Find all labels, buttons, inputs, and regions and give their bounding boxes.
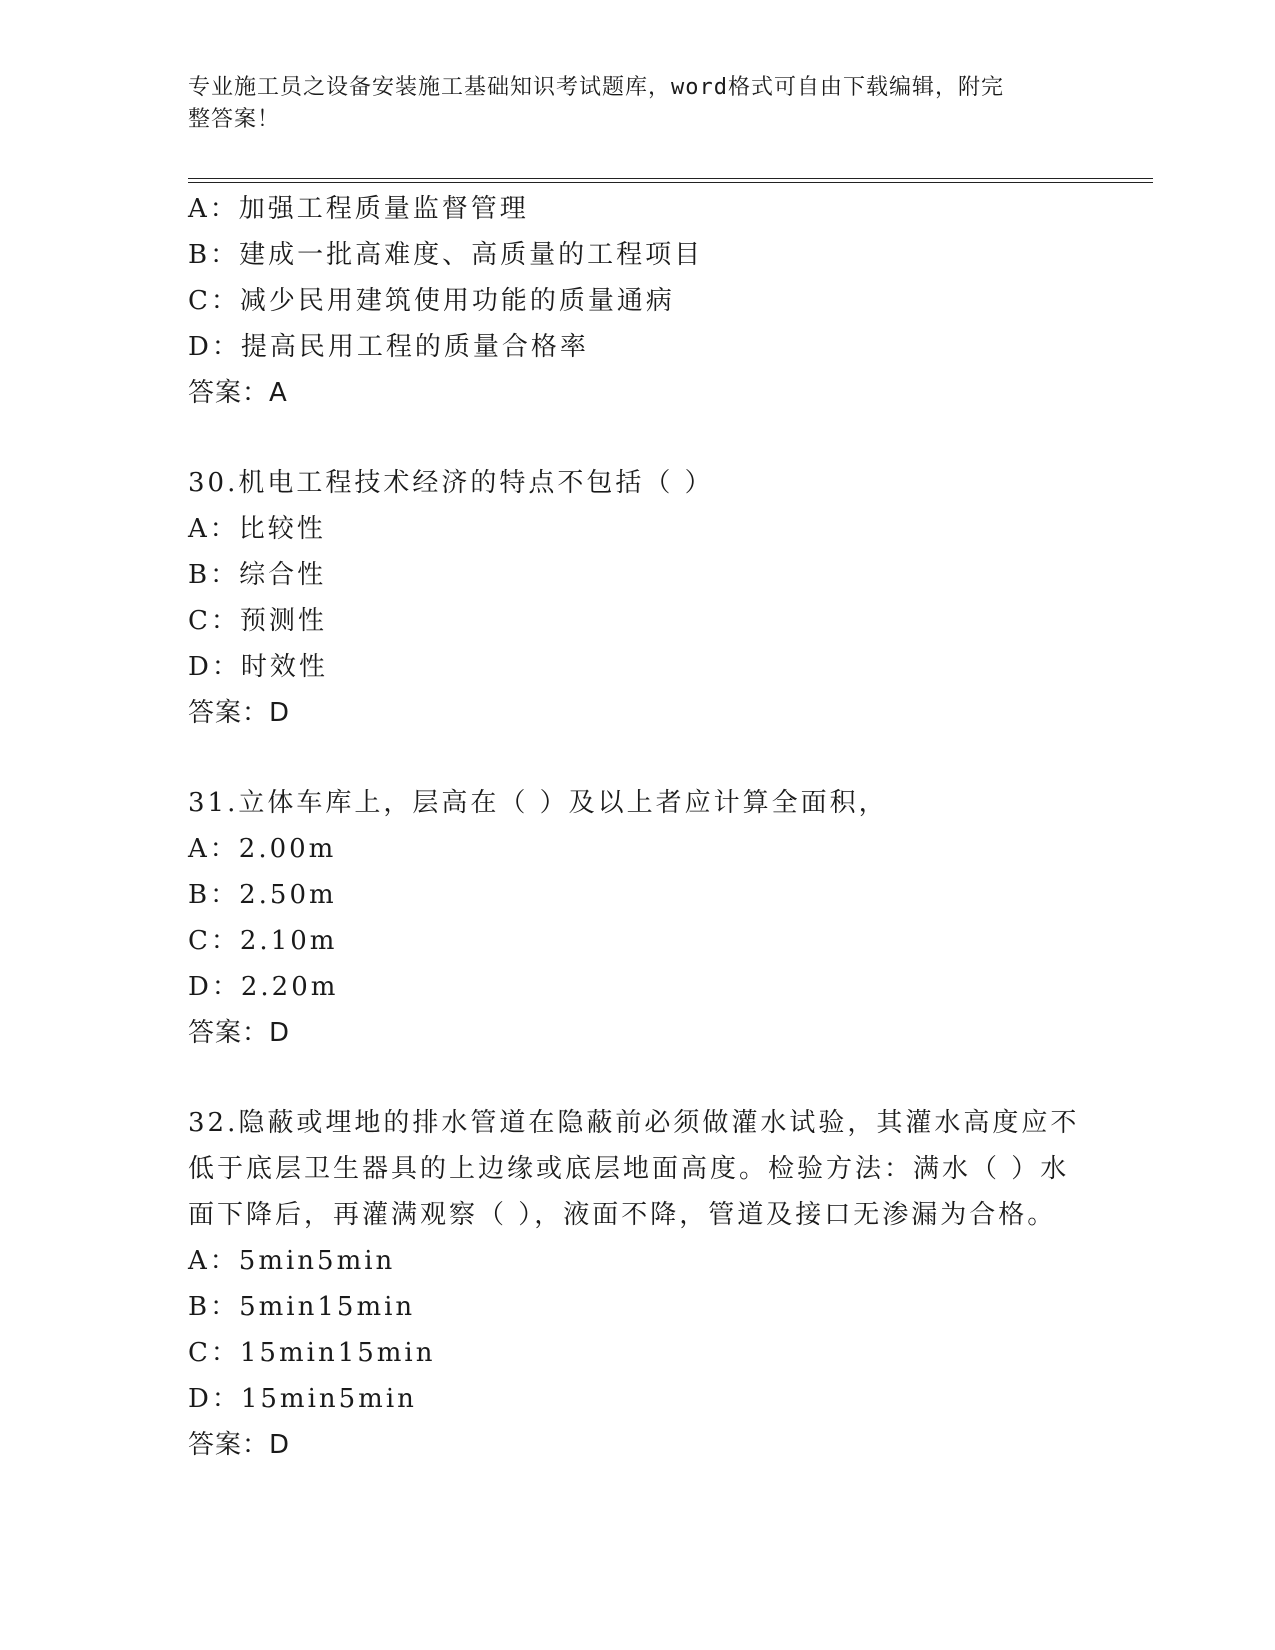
question-list [188, 186, 1088, 1468]
answer-line: 答案：A [188, 378, 288, 408]
question-block-29 [188, 186, 1088, 416]
option-d: D：时效性 [188, 652, 328, 682]
header-line-2: 整答案！ [188, 107, 281, 132]
question-block-32 [188, 1100, 1088, 1468]
spacer [188, 416, 1088, 460]
option-c: C：预测性 [188, 606, 327, 636]
option-a: A：5min5min [188, 1246, 396, 1276]
answer-line: 答案：D [188, 1430, 291, 1460]
option-d: D：15min5min [188, 1384, 417, 1414]
question-stem: 31.立体车库上，层高在（ ）及以上者应计算全面积， [188, 788, 888, 818]
question-block-30 [188, 460, 1088, 736]
question-block-31 [188, 780, 1088, 1056]
question-stem: 30.机电工程技术经济的特点不包括（ ） [188, 468, 714, 498]
option-c: C：减少民用建筑使用功能的质量通病 [188, 286, 675, 316]
option-c: C：2.10m [188, 926, 338, 956]
option-c: C：15min15min [188, 1338, 436, 1368]
question-stem-line-3: 面下降后，再灌满观察（ ），液面不降，管道及接口无渗漏为合格。 [188, 1200, 1057, 1230]
answer-line: 答案：D [188, 1018, 291, 1048]
option-d: D：提高民用工程的质量合格率 [188, 332, 589, 362]
answer-line: 答案：D [188, 698, 291, 728]
option-a: A：2.00m [188, 834, 337, 864]
spacer [188, 736, 1088, 780]
header-divider-bottom [188, 182, 1153, 183]
header-divider-top [188, 178, 1153, 179]
option-a: A：比较性 [188, 514, 326, 544]
option-a: A：加强工程质量监督管理 [188, 194, 529, 224]
option-d: D：2.20m [188, 972, 339, 1002]
option-b: B：5min15min [188, 1292, 416, 1322]
header-line-1: 专业施工员之设备安装施工基础知识考试题库，word格式可自由下载编辑，附完 [188, 75, 1004, 100]
spacer [188, 1056, 1088, 1100]
document-header [188, 72, 1068, 136]
option-b: B：2.50m [188, 880, 337, 910]
option-b: B：综合性 [188, 560, 327, 590]
question-stem-line-1: 32.隐蔽或埋地的排水管道在隐蔽前必须做灌水试验，其灌水高度应不 [188, 1108, 1080, 1138]
option-b: B：建成一批高难度、高质量的工程项目 [188, 240, 704, 270]
question-stem-line-2: 低于底层卫生器具的上边缘或底层地面高度。检验方法：满水（ ）水 [188, 1154, 1070, 1184]
